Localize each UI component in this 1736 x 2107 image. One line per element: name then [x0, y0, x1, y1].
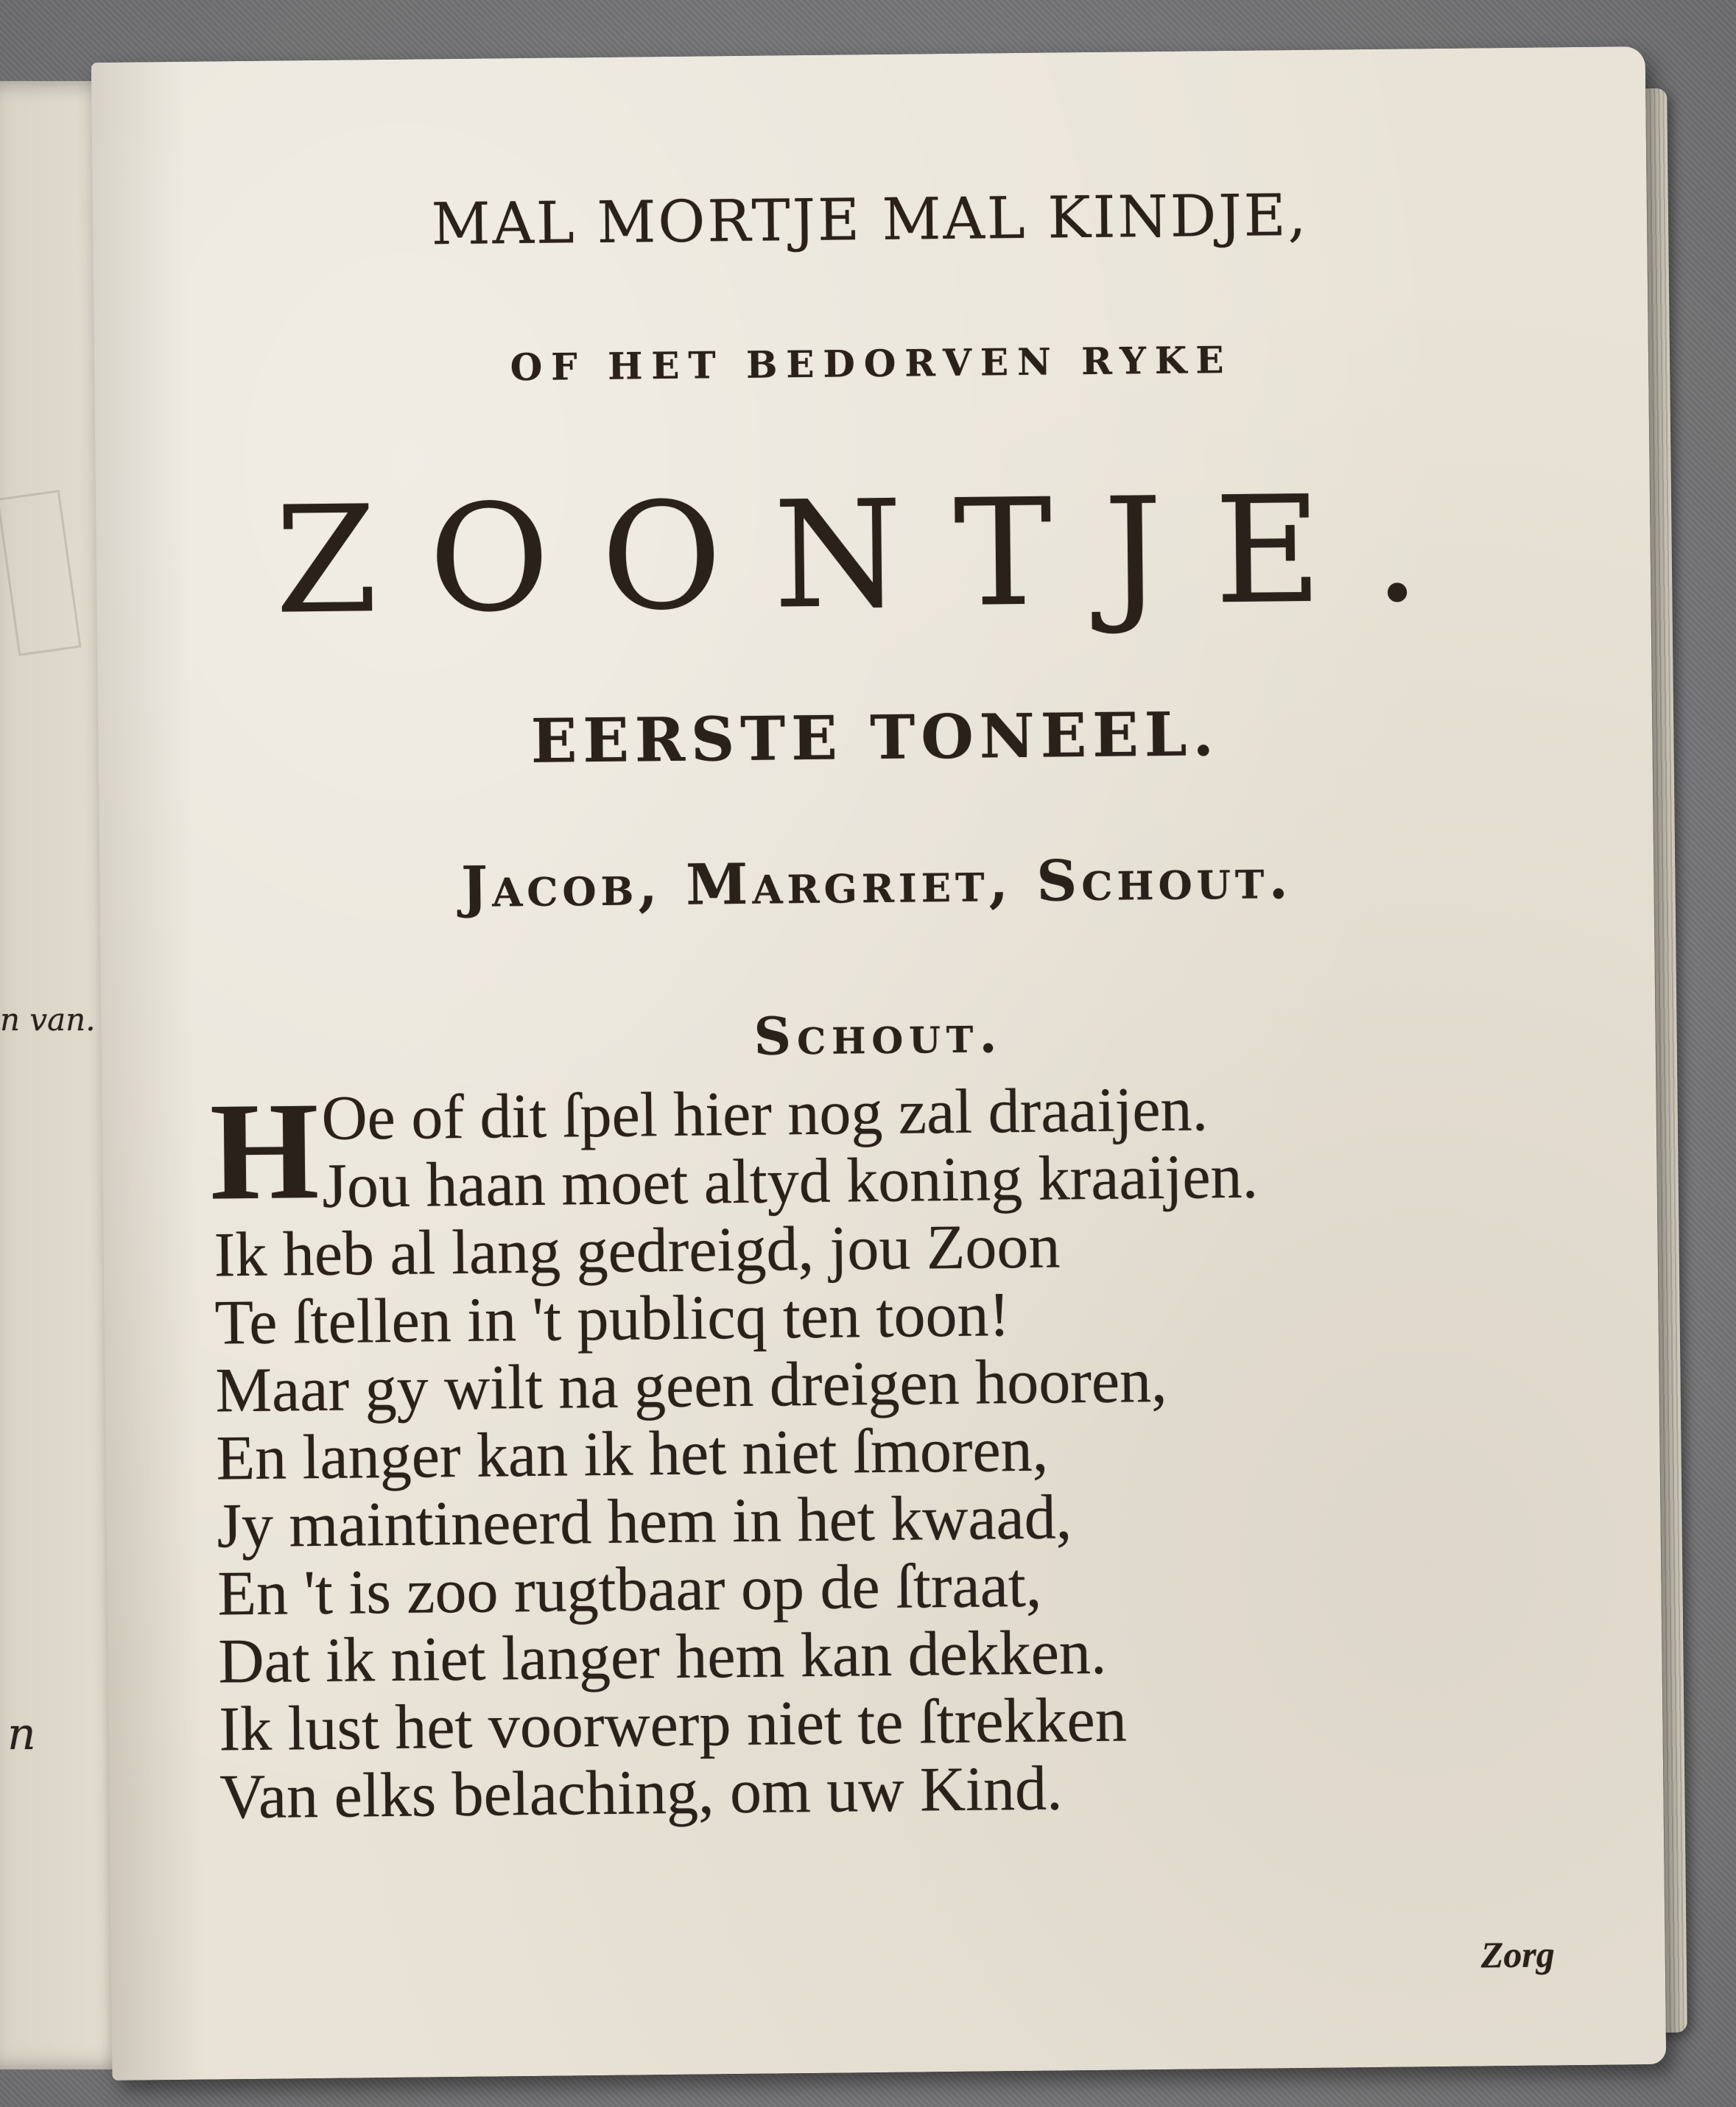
verse-line: Ik lust het voorwerp niet te ſtrekken	[218, 1684, 1128, 1765]
title-main: ZOONTJE.	[274, 462, 1473, 647]
left-page-fragment: n	[7, 1709, 36, 1760]
verse-line: En 't is zoo rugtbaar op de ſtraat,	[217, 1549, 1042, 1629]
verse-line: Jou haan moet altyd koning kraaijen.	[321, 1140, 1259, 1221]
verse-line: Ik heb al lang gedreigd, jou Zoon	[214, 1210, 1061, 1290]
character-list: Jacob, Margriet, Schout.	[460, 845, 1293, 920]
verse-line: Jy maintineerd hem in het kwaad,	[217, 1481, 1072, 1561]
left-page-stamp	[0, 490, 82, 656]
title-line-1: MAL MORTJE MAL KINDJE,	[431, 182, 1309, 258]
verse-line: Van elks belaching, om uw Kind.	[219, 1752, 1063, 1832]
verse-line: Dat ik niet langer hem kan dekken.	[217, 1616, 1107, 1697]
left-page-fragment: n van.	[0, 1002, 96, 1038]
verse-line: En langer kan ik het niet ſmoren,	[216, 1413, 1049, 1494]
verse-line: Te ſtellen in 't publicq ten toon!	[214, 1278, 1011, 1358]
catchword: Zorg	[1480, 1933, 1556, 1976]
verse-line: Oe of dit ſpel hier nog zal draaijen.	[321, 1073, 1209, 1153]
verse-block	[209, 1071, 1619, 1832]
title-line-2: OF HET BEDORVEN RYKE	[510, 337, 1233, 390]
verse-line: Maar gy wilt na geen dreigen hooren,	[215, 1344, 1167, 1426]
scene-heading: EERSTE TONEEL.	[530, 699, 1220, 777]
drop-cap: H	[209, 1073, 320, 1230]
book-page	[91, 46, 1667, 2080]
speaker-name: Schout.	[753, 1003, 1004, 1067]
